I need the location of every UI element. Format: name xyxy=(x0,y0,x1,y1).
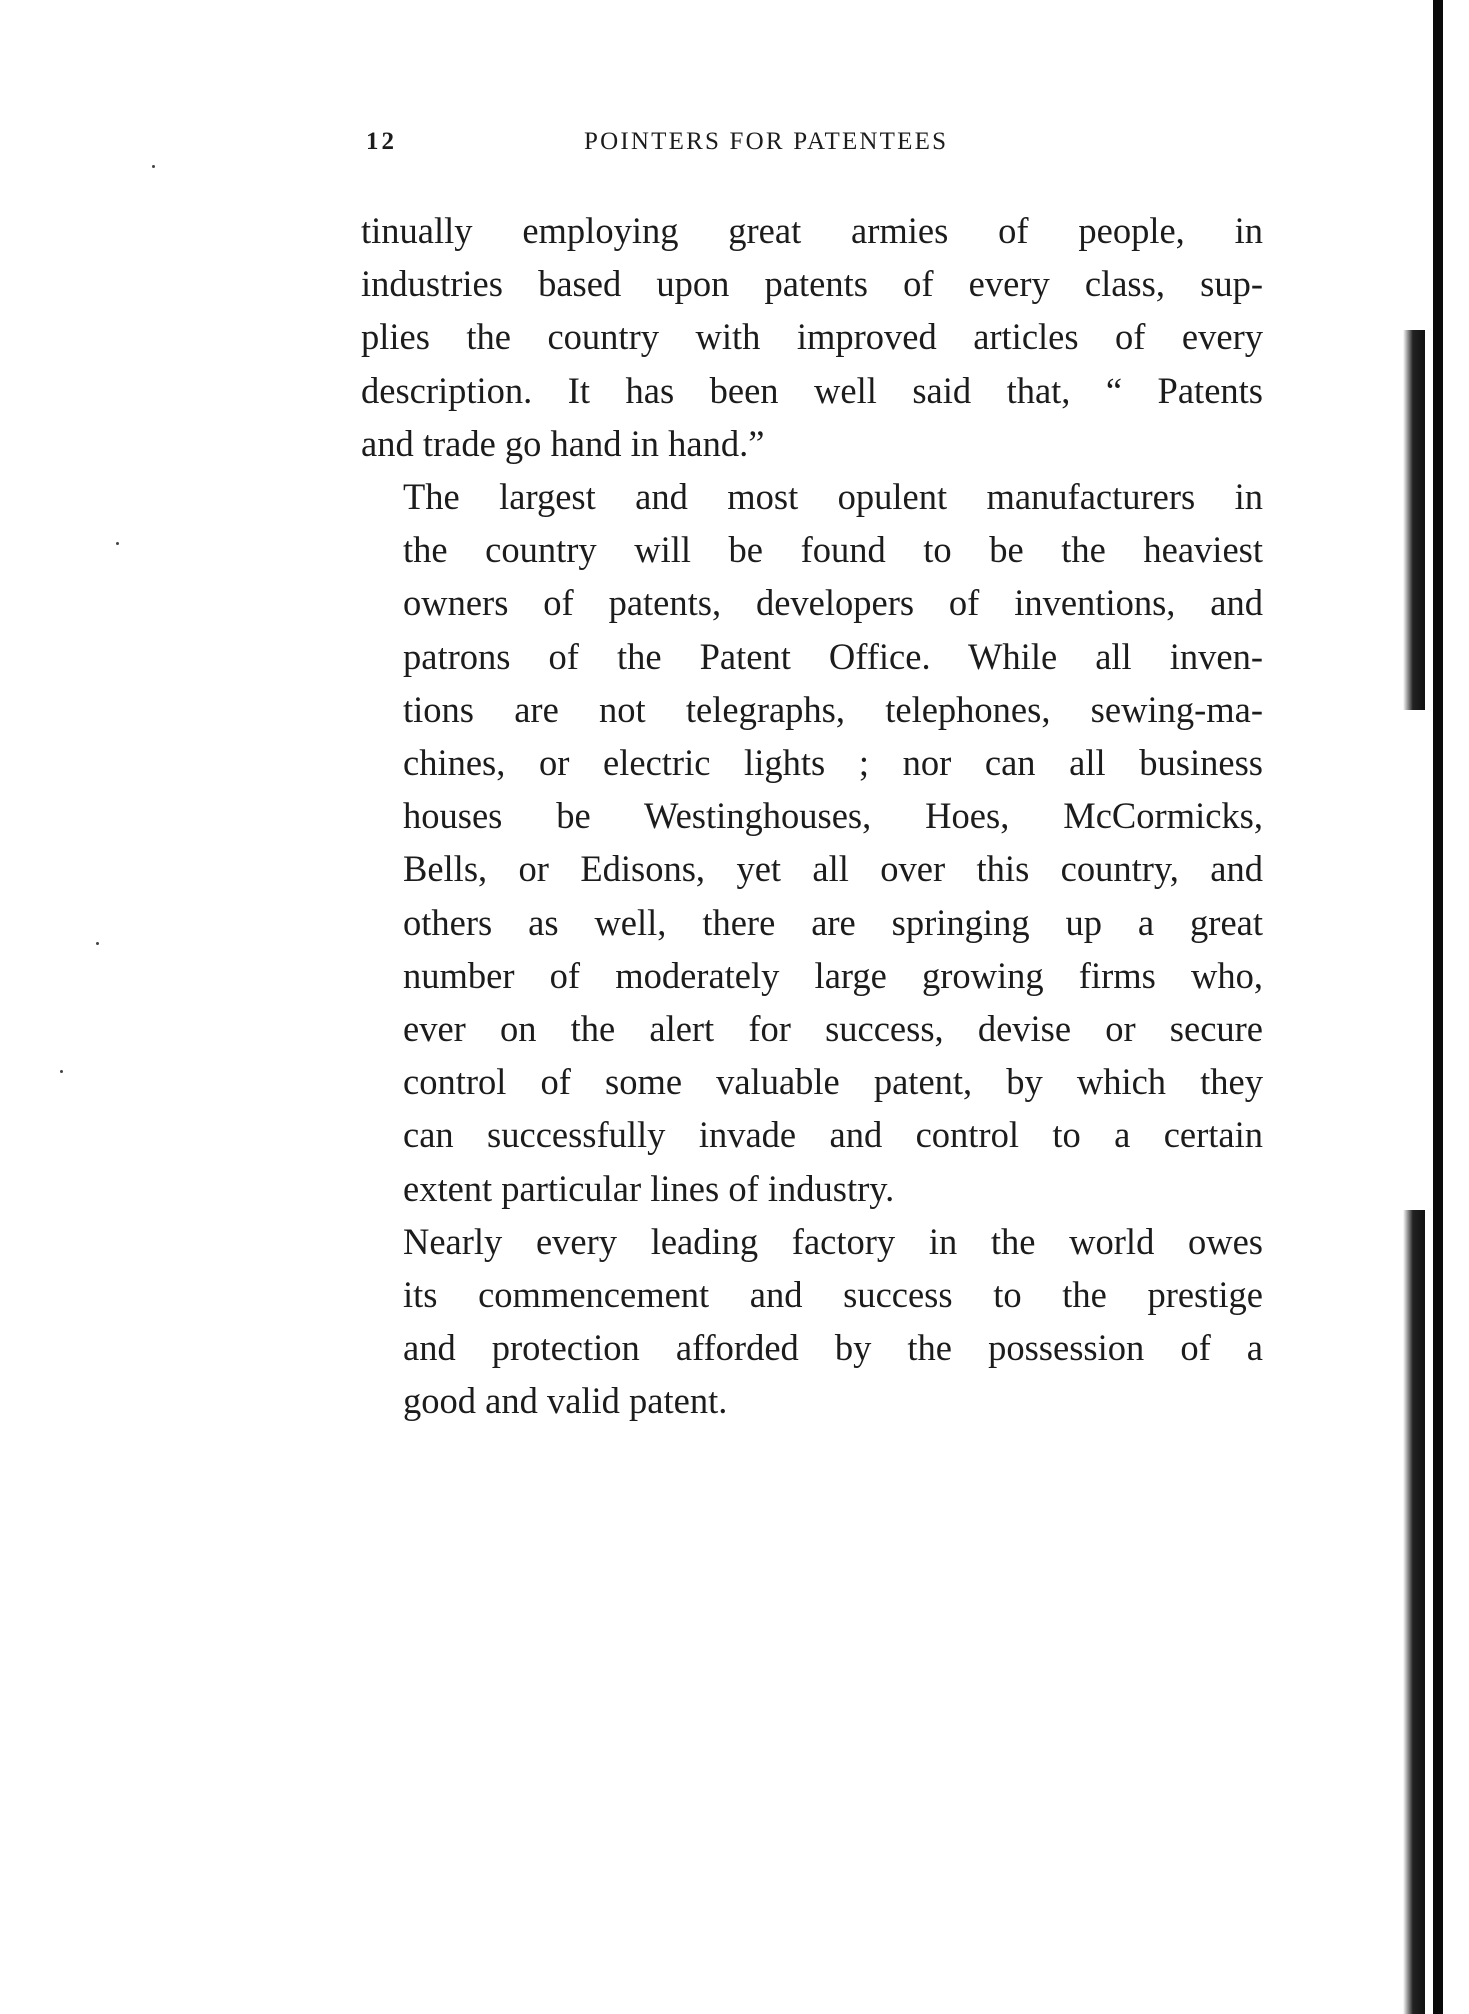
text-line: its commencement and success to the prestige xyxy=(403,1274,1263,1316)
text-line: Nearly every leading factory in the world owes xyxy=(403,1220,1263,1262)
text-line: tinually employing great armies of people, in xyxy=(361,210,1263,251)
text-line: Bells, or Edisons, yet all over this country, and xyxy=(403,848,1263,890)
text-line: control of some valuable patent, by which they xyxy=(403,1061,1263,1103)
paragraph-1 xyxy=(361,204,1263,470)
page-binding-edge xyxy=(1433,0,1443,2014)
text-line: description. It has been well said that, “ Patents xyxy=(361,369,1263,411)
text-line: patrons of the Patent Office. While all inven- xyxy=(403,635,1263,677)
page-number: 12 xyxy=(366,128,397,155)
body-text xyxy=(361,204,1263,1428)
text-line: good and valid patent. xyxy=(403,1380,728,1422)
scan-speck xyxy=(152,165,155,168)
text-line: and protection afforded by the possession of a xyxy=(403,1327,1263,1369)
binding-shadow xyxy=(1403,330,1425,710)
text-line: the country will be found to be the heaviest xyxy=(403,529,1263,571)
running-title: POINTERS FOR PATENTEES xyxy=(584,128,949,155)
scan-speck xyxy=(96,942,99,945)
paragraph-3 xyxy=(361,1215,1263,1428)
text-line: chines, or electric lights ; nor can all business xyxy=(403,742,1263,784)
scan-speck xyxy=(116,542,119,545)
text-line: ever on the alert for success, devise or secure xyxy=(403,1008,1263,1050)
text-line: can successfully invade and control to a certain xyxy=(403,1114,1263,1156)
text-line: number of moderately large growing firms who, xyxy=(403,954,1263,996)
text-line: owners of patents, developers of inventions, and xyxy=(403,582,1263,624)
text-line: houses be Westinghouses, Hoes, McCormicks, xyxy=(403,795,1263,837)
text-line: plies the country with improved articles of every xyxy=(361,316,1263,358)
scan-speck xyxy=(60,1070,63,1073)
paragraph-2 xyxy=(361,470,1263,1215)
binding-shadow xyxy=(1403,1210,1425,2014)
text-line: extent particular lines of industry. xyxy=(403,1167,895,1209)
running-head xyxy=(366,128,1266,162)
text-line: tions are not telegraphs, telephones, sewing-ma- xyxy=(403,688,1263,730)
text-line: others as well, there are springing up a great xyxy=(403,901,1263,943)
text-line: and trade go hand in hand.” xyxy=(361,422,765,464)
text-line: industries based upon patents of every class, sup- xyxy=(361,263,1263,305)
text-line: The largest and most opulent manufacturers in xyxy=(403,476,1263,518)
